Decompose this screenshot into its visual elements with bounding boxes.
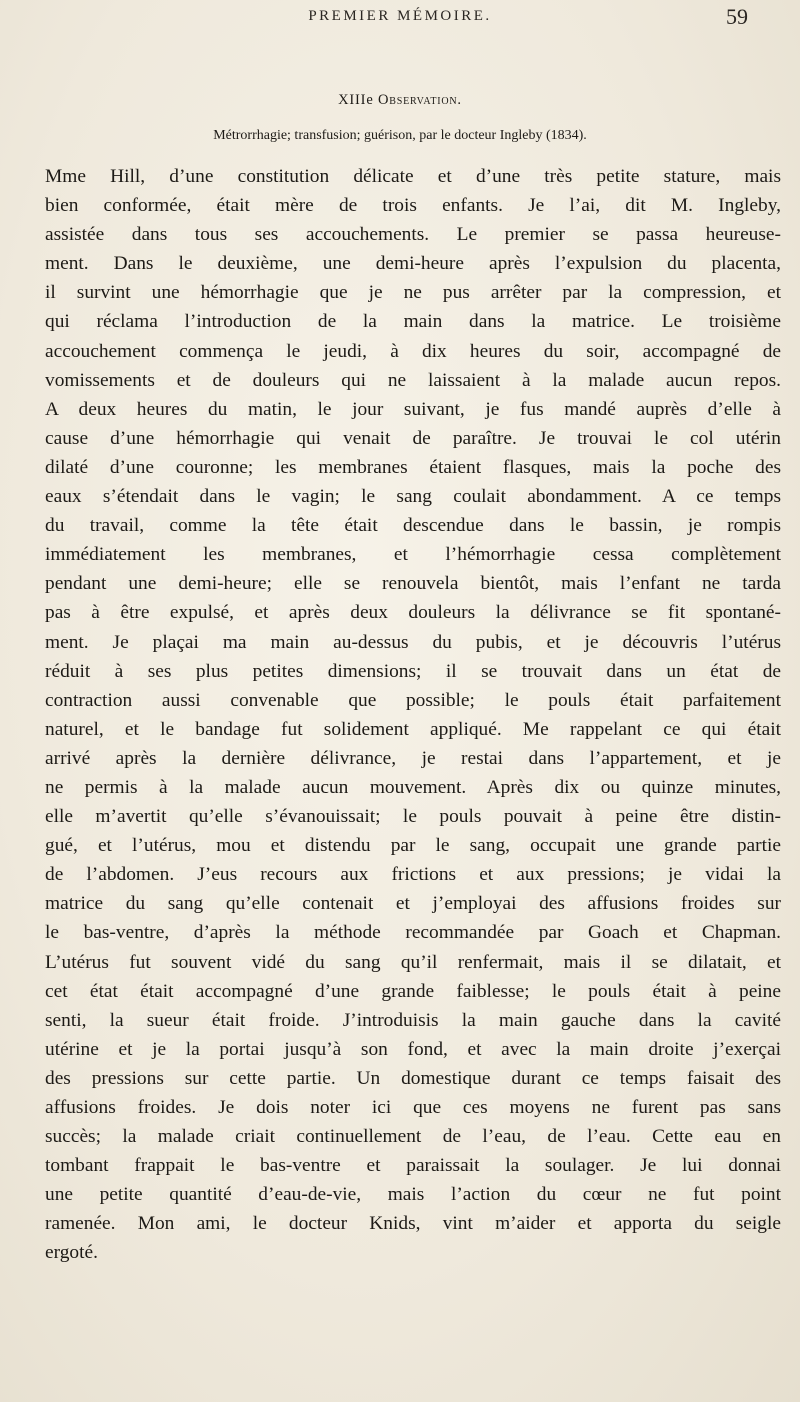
text-line: ment. Je plaçai ma main au-dessus du pubis, et je découvris l’utérus bbox=[45, 631, 781, 653]
observation-title bbox=[0, 92, 800, 109]
text-line: réduit à ses plus petites dimensions; il se trouvait dans un état de bbox=[45, 660, 781, 682]
text-line: ramenée. Mon ami, le docteur Knids, vint m’aider et apporta du seigle bbox=[45, 1213, 781, 1235]
text-line: qui réclama l’introduction de la main dans la matrice. Le troisième bbox=[45, 311, 781, 333]
text-line: le bas-ventre, d’après la méthode recommandée par Goach et Chapman. bbox=[45, 922, 781, 944]
text-line: tombant frappait le bas-ventre et paraissait la soulager. Je lui donnai bbox=[45, 1155, 781, 1177]
text-line: L’utérus fut souvent vidé du sang qu’il renfermait, mais il se dilatait, et bbox=[45, 951, 781, 973]
text-line: ergoté. bbox=[45, 1242, 98, 1264]
text-line: bien conformée, était mère de trois enfants. Je l’ai, dit M. Ingleby, bbox=[45, 195, 781, 217]
text-line: assistée dans tous ses accouchements. Le premier se passa heureuse- bbox=[45, 224, 781, 246]
text-line: accouchement commença le jeudi, à dix heures du soir, accompagné de bbox=[45, 340, 781, 362]
text-line: contraction aussi convenable que possible; le pouls était parfaitement bbox=[45, 689, 781, 711]
running-title: PREMIER MÉMOIRE. bbox=[308, 8, 492, 24]
text-line: A deux heures du matin, le jour suivant, je fus mandé auprès d’elle à bbox=[45, 398, 781, 420]
text-line: elle m’avertit qu’elle s’évanouissait; le pouls pouvait à peine être distin- bbox=[45, 806, 781, 828]
text-line: naturel, et le bandage fut solidement appliqué. Me rappelant ce qui était bbox=[45, 718, 781, 740]
observation-subtitle: Métrorrhagie; transfusion; guérison, par le docteur Ingleby (1834). bbox=[213, 128, 587, 143]
text-line: cause d’une hémorrhagie qui venait de paraître. Je trouvai le col utérin bbox=[45, 427, 781, 449]
text-line: Mme Hill, d’une constitution délicate et d’une très petite stature, mais bbox=[45, 166, 781, 187]
page-number: 59 bbox=[726, 4, 748, 29]
text-line: de l’abdomen. J’eus recours aux frictions et aux pressions; je vidai la bbox=[45, 864, 781, 886]
running-head bbox=[0, 6, 800, 36]
text-line: immédiatement les membranes, et l’hémorrhagie cessa complètement bbox=[45, 544, 781, 566]
text-line: affusions froides. Je dois noter ici que ces moyens ne furent pas sans bbox=[45, 1097, 781, 1118]
body-text bbox=[45, 162, 781, 1268]
text-line: succès; la malade criait continuellement de l’eau, de l’eau. Cette eau en bbox=[45, 1126, 781, 1148]
text-line: arrivé après la dernière délivrance, je restai dans l’appartement, et je bbox=[45, 747, 781, 769]
observation-number: XIIIe bbox=[338, 92, 374, 108]
observation-label: Observation. bbox=[378, 92, 462, 108]
text-line: du travail, comme la tête était descendue dans le bassin, je rompis bbox=[45, 515, 781, 537]
text-line: des pressions sur cette partie. Un domestique durant ce temps faisait des bbox=[45, 1067, 781, 1089]
text-line: gué, et l’utérus, mou et distendu par le sang, occupait une grande partie bbox=[45, 835, 781, 857]
text-line: cet état était accompagné d’une grande faiblesse; le pouls était à peine bbox=[45, 980, 781, 1002]
text-line: matrice du sang qu’elle contenait et j’employai des affusions froides sur bbox=[45, 893, 781, 915]
text-line: pendant une demi-heure; elle se renouvela bientôt, mais l’enfant ne tarda bbox=[45, 573, 781, 595]
text-line: utérine et je la portai jusqu’à son fond, et avec la main droite j’exerçai bbox=[45, 1038, 781, 1060]
text-line: ne permis à la malade aucun mouvement. Après dix ou quinze minutes, bbox=[45, 776, 781, 798]
text-line: senti, la sueur était froide. J’introduisis la main gauche dans la cavité bbox=[45, 1009, 781, 1031]
text-line: vomissements et de douleurs qui ne laissaient à la malade aucun repos. bbox=[45, 369, 781, 391]
text-line: une petite quantité d’eau-de-vie, mais l’action du cœur ne fut point bbox=[45, 1184, 781, 1206]
text-line: eaux s’étendait dans le vagin; le sang coulait abondamment. A ce temps bbox=[45, 486, 781, 508]
text-line: il survint une hémorrhagie que je ne pus arrêter par la compression, et bbox=[45, 282, 781, 304]
text-line: dilaté d’une couronne; les membranes étaient flasques, mais la poche des bbox=[45, 456, 781, 478]
text-line: pas à être expulsé, et après deux douleurs la délivrance se fit spontané- bbox=[45, 602, 781, 624]
text-line: ment. Dans le deuxième, une demi-heure après l’expulsion du placenta, bbox=[45, 253, 781, 275]
